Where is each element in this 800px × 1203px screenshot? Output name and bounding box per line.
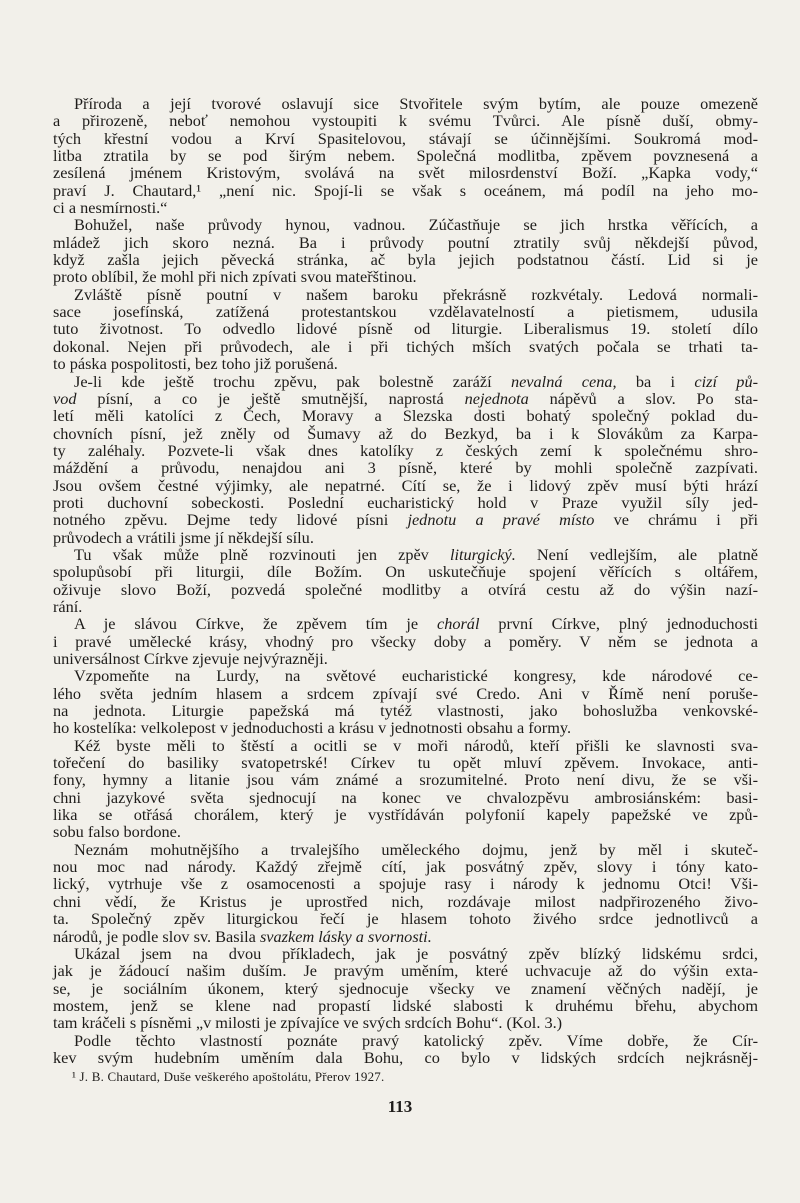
text-run: Je-li kde ještě trochu zpěvu, pak bolestně zaráží	[74, 371, 511, 391]
text-run: tam kráčeli s písněmi „v milosti je zpívajíce ve svých srdcích Bohu“. (Kol. 3.)	[53, 1013, 563, 1033]
text-run: rání.	[53, 596, 83, 616]
text-line	[53, 164, 758, 181]
text-line	[53, 945, 758, 962]
paragraph	[53, 373, 758, 546]
italic-emphasis: cizí pů-	[694, 371, 759, 391]
text-run: proti duchovní sobeckosti. Poslední eucharistický hold v Praze využil síly jed-	[53, 492, 758, 512]
text-run: universálnost Církve zjevuje nejvýrazněji.	[53, 649, 328, 668]
paragraph	[53, 841, 758, 945]
italic-emphasis: jednotu a pravé místo	[407, 510, 595, 530]
text-run: dokonal. Nejen při průvodech, ale i při tichých mších svatých počala se trhati ta-	[53, 336, 758, 356]
paragraph	[53, 216, 758, 285]
italic-emphasis: liturgický.	[449, 544, 516, 564]
text-line	[53, 685, 758, 702]
text-run: národů, je podle slov sv. Basila	[53, 926, 260, 946]
italic-emphasis: chorál	[436, 614, 480, 634]
text-line	[53, 425, 758, 442]
text-run: ho kostelíka: velkolepost v jednoduchosti a krásu v jednotnosti obsahu a formy.	[53, 718, 572, 738]
text-line	[53, 442, 758, 459]
text-line	[53, 112, 758, 129]
text-line	[53, 216, 758, 233]
text-line	[53, 355, 758, 372]
text-run: letí měli katolíci z Čech, Moravy a Slezska dosti bohatý společný poklad du-	[53, 406, 758, 426]
text-line	[53, 1032, 758, 1049]
text-line	[53, 598, 758, 615]
text-run: i pravé umělecké krásy, vhodný pro všecky doby a poměry. V něm se jednota a	[53, 631, 758, 651]
text-line	[53, 581, 758, 598]
text-line	[53, 789, 758, 806]
text-run: litba ztratila by se pod širým nebem. Společná modlitba, zpěvem povznesená a	[53, 146, 758, 166]
text-run: lého světa jedním hlasem a srdcem zpívají své Credo. Ani v Římě není poruše-	[53, 683, 758, 703]
text-run: písní, a co je ještě smutnější, naprostá	[76, 388, 465, 408]
text-run: tých křestní vodou a Krví Spasitelovou, stávají se účinnějšími. Soukromá mod-	[53, 128, 758, 148]
text-run: Tu však může plně rozvinouti jen zpěv	[74, 544, 450, 564]
paragraph	[53, 546, 758, 615]
footnote: ¹ J. B. Chautard, Duše veškerého apoštolátu, Přerov 1927.	[72, 1069, 385, 1084]
text-run: Podle těchto vlastností poznáte pravý katolický zpěv. Víme dobře, že Cír-	[74, 1030, 758, 1050]
text-line	[53, 130, 758, 147]
text-run: a přirozeně, neboť nemohou vystoupiti k svému Tvůrci. Ale písně duší, obmy-	[53, 111, 758, 131]
text-run: proto oblíbil, že mohl při nich zpívati svou mateřštinou.	[53, 267, 417, 287]
text-run: praví J. Chautard,¹ „není nic. Spojí-li se však s oceánem, má podíl na jeho mo-	[53, 180, 758, 200]
text-run: spolupůsobí při liturgii, díle Božím. On uskutečňuje spojení věřících s oltářem,	[53, 562, 758, 582]
text-line	[53, 303, 758, 320]
text-run: první Církve, plný jednoduchosti	[479, 614, 758, 634]
text-run: sobu falso bordone.	[53, 822, 181, 842]
text-run: lika se otřásá chorálem, který je vystřídáván polyfonií kapely papežské ve způ-	[53, 805, 758, 825]
text-run: chni vědí, že Kristus je uprostřed nich, rozdávaje milost nadpřirozeného živo-	[53, 891, 758, 911]
text-line	[53, 286, 758, 303]
text-line	[53, 182, 758, 199]
italic-emphasis: svazkem lásky a svornosti.	[259, 926, 432, 946]
text-line	[53, 407, 758, 424]
paragraph	[53, 286, 758, 373]
text-run: se, je sociálním úkonem, který sjednocuje všecky ve znamení věčných nadějí, je	[53, 978, 758, 998]
text-run: mládež jich skoro nezná. Ba i průvody poutní ztratily svůj někdejší původ,	[53, 232, 758, 252]
text-run: Neznám mohutnějšího a trvalejšího uměleckého dojmu, jenž by měl i skuteč-	[74, 839, 758, 859]
text-run: chovních písní, jež zněly od Šumavy až do Bezkyd, ba i k Slovákům za Karpa-	[53, 423, 758, 443]
text-run: když zašla jejich pěvecká stránka, ač byla jejich podstatnou částí. Lid si je	[53, 250, 758, 270]
text-line	[53, 893, 758, 910]
text-line	[53, 875, 758, 892]
text-run: tuto životnost. To odvedlo lidové písně od liturgie. Liberalismus 19. století dílo	[53, 319, 758, 339]
text-line	[53, 997, 758, 1014]
text-line	[53, 459, 758, 476]
text-line	[53, 1049, 758, 1066]
text-run: Vzpomeňte na Lurdy, na světové eucharistické kongresy, kde národové ce-	[74, 666, 758, 686]
body-text	[53, 95, 758, 1066]
text-run: fony, hymny a litanie jsou vám známé a srozumitelné. Proto není divu, že se vši-	[53, 770, 758, 790]
text-line	[53, 754, 758, 771]
text-line	[53, 563, 758, 580]
text-run: oživuje slovo Boží, pozvedá společné modlitby a otvírá cestu až do výšin nazí-	[53, 579, 758, 599]
text-line	[53, 338, 758, 355]
text-line	[53, 633, 758, 650]
text-line	[53, 928, 758, 945]
italic-emphasis: nejednota	[464, 388, 529, 408]
text-run: to páska pospolitosti, bez toho již porušená.	[53, 354, 338, 374]
paragraph	[53, 737, 758, 841]
text-line	[53, 494, 758, 511]
text-line	[53, 251, 758, 268]
text-run: Ukázal jsem na dvou příkladech, jak je posvátný zpěv blízký lidskému srdci,	[74, 943, 758, 963]
text-line	[53, 737, 758, 754]
text-line	[53, 390, 758, 407]
text-line	[53, 806, 758, 823]
text-run: jak je žádoucí našim duším. Je pravým uměním, které uchvacuje až do výšin exta-	[53, 961, 758, 981]
text-run: Bohužel, naše průvody hynou, vadnou. Zúčastňuje se jich hrstka věřících, a	[74, 215, 758, 235]
text-line	[53, 841, 758, 858]
text-line	[53, 511, 758, 528]
text-line	[53, 477, 758, 494]
text-run: na jednota. Liturgie papežská má tytéž vlastnosti, jako bohoslužba venkovské-	[53, 701, 758, 721]
text-run: notného zpěvu. Dejme tedy lidové písni	[53, 510, 408, 530]
text-run: Zvláště písně poutní v našem baroku překrásně rozkvétaly. Ledová normali-	[74, 284, 758, 304]
text-line	[53, 320, 758, 337]
italic-emphasis: vod	[53, 388, 77, 408]
text-line	[53, 667, 758, 684]
text-line	[53, 771, 758, 788]
text-line	[53, 823, 758, 840]
text-run: lický, vytrhuje vše z osamocenosti a spojuje rasy i národy k jednomu Otci! Vši-	[53, 874, 758, 894]
paragraph	[53, 1032, 758, 1067]
text-run: kev svým hudebním uměním dala Bohu, co bylo v lidských srdcích nejkrásněj-	[53, 1047, 758, 1067]
page-number: 113	[387, 1097, 413, 1116]
text-run: máždění a průvodu, nenajdou ani 3 písně, které by mohli společně zazpívati.	[53, 458, 758, 478]
paragraph	[53, 95, 758, 216]
text-line	[53, 615, 758, 632]
text-line	[53, 546, 758, 563]
text-run: chni jazykové světa sjednocují na konec ve chvalozpěvu ambrosiánském: basi-	[53, 787, 758, 807]
text-line	[53, 199, 758, 216]
text-line	[53, 910, 758, 927]
text-run: Příroda a její tvorové oslavují sice Stvořitele svým bytím, ale pouze omezeně	[74, 94, 758, 113]
text-line	[53, 1014, 758, 1031]
text-run: průvodech a vrátili jsme jí někdejší sílu.	[53, 527, 314, 547]
text-run: nou moc nad národy. Každý zřejmě cítí, jak posvátný zpěv, slovy i tóny kato-	[53, 857, 758, 877]
text-line	[53, 268, 758, 285]
text-line	[53, 529, 758, 546]
text-line	[53, 702, 758, 719]
text-line	[53, 980, 758, 997]
text-run: sace josefínská, zatížená protestantskou vzdělavatelností a pietismem, udusila	[53, 302, 758, 322]
text-line	[53, 858, 758, 875]
text-run: A je slávou Církve, že zpěvem tím je	[74, 614, 437, 634]
text-run: ty zaléhaly. Pozvete-li však dnes katolíky z českých zemí k společnému shro-	[53, 440, 758, 460]
text-line	[53, 234, 758, 251]
text-line	[53, 719, 758, 736]
text-line	[53, 650, 758, 667]
text-run: ve chrámu i při	[594, 510, 759, 530]
text-run: Není vedlejším, ale platně	[515, 544, 759, 564]
text-line	[53, 373, 758, 390]
text-run: ta. Společný zpěv liturgickou řečí je hlasem tohoto živého srdce jednotlivců a	[53, 909, 758, 929]
paragraph	[53, 615, 758, 667]
text-run: mostem, jenž se klene nad propastí lidské slabosti k druhému břehu, abychom	[53, 995, 758, 1015]
paragraph	[53, 945, 758, 1032]
text-run: ba i	[616, 371, 695, 391]
text-line	[53, 962, 758, 979]
text-run: tořečení do basiliky svatopetrské! Církev tu opět mluví zpěvem. Invokace, anti-	[53, 753, 758, 773]
text-run: Jsou ovšem čestné výjimky, ale nepatrné. Cítí se, že i lidový zpěv musí býti hrází	[53, 475, 758, 495]
text-line	[53, 147, 758, 164]
text-line	[53, 95, 758, 112]
text-run: nápěvů a slov. Po sta-	[528, 388, 758, 408]
text-run: ci a nesmírnosti.“	[53, 198, 168, 218]
italic-emphasis: nevalná cena,	[510, 371, 617, 391]
paragraph	[53, 667, 758, 736]
text-run: zesílená jménem Kristovým, svolává na svět milosrdenství Boží. „Kapka vody,“	[53, 163, 758, 183]
text-run: Kéž byste měli to štěstí a ocitli se v moři národů, kteří přišli ke slavnosti sva-	[74, 735, 758, 755]
